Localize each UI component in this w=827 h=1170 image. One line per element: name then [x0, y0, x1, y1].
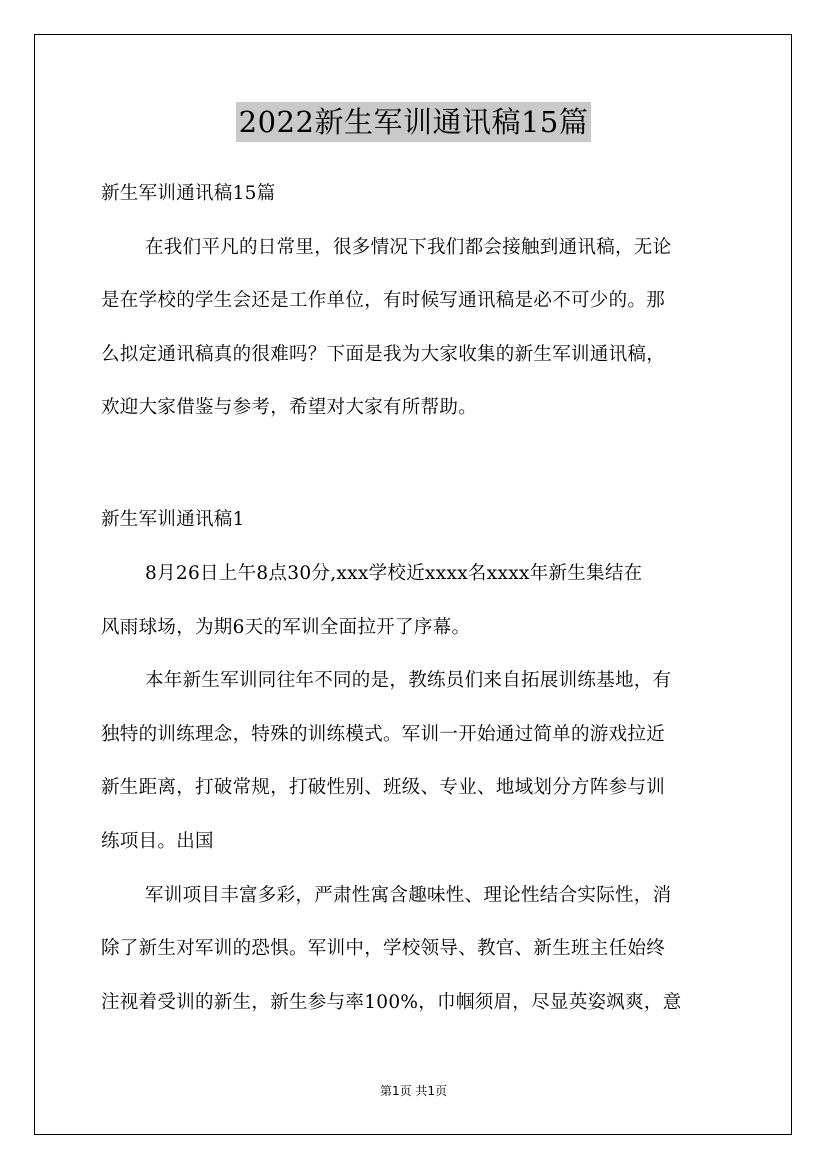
paragraph-line: 军训项目丰富多彩，严肃性寓含趣味性、理论性结合实际性，消: [145, 885, 672, 906]
section-heading: 新生军训通讯稿1: [101, 509, 245, 530]
page-number-footer: 第1页 共1页: [379, 1084, 448, 1098]
paragraph-line: 风雨球场，为期6天的军训全面拉开了序幕。: [101, 617, 471, 638]
document-title: 2022新生军训通讯稿15篇: [236, 102, 592, 142]
intro-line: 在我们平凡的日常里，很多情况下我们都会接触到通讯稿，无论: [145, 237, 672, 258]
intro-line: 么拟定通讯稿真的很难吗？下面是我为大家收集的新生军训通讯稿，: [101, 344, 666, 365]
document-subtitle: 新生军训通讯稿15篇: [101, 183, 276, 204]
paragraph-line: 8月26日上午8点30分,xxx学校近xxxx名xxxx年新生集结在: [145, 563, 643, 584]
intro-line: 是在学校的学生会还是工作单位，有时候写通讯稿是必不可少的。那: [101, 290, 666, 311]
paragraph-line: 除了新生对军训的恐惧。军训中，学校领导、教官、新生班主任始终: [101, 938, 666, 959]
paragraph-line: 练项目。出国: [101, 831, 214, 852]
paragraph-line: 本年新生军训同往年不同的是，教练员们来自拓展训练基地，有: [145, 670, 672, 691]
intro-line: 欢迎大家借鉴与参考，希望对大家有所帮助。: [101, 397, 478, 418]
paragraph-line: 独特的训练理念，特殊的训练模式。军训一开始通过简单的游戏拉近: [101, 724, 666, 745]
paragraph-line: 注视着受训的新生，新生参与率100%，巾帼须眉，尽显英姿飒爽，意: [101, 992, 682, 1013]
title-container: [0, 102, 827, 142]
paragraph-line: 新生距离，打破常规，打破性别、班级、专业、地域划分方阵参与训: [101, 777, 666, 798]
